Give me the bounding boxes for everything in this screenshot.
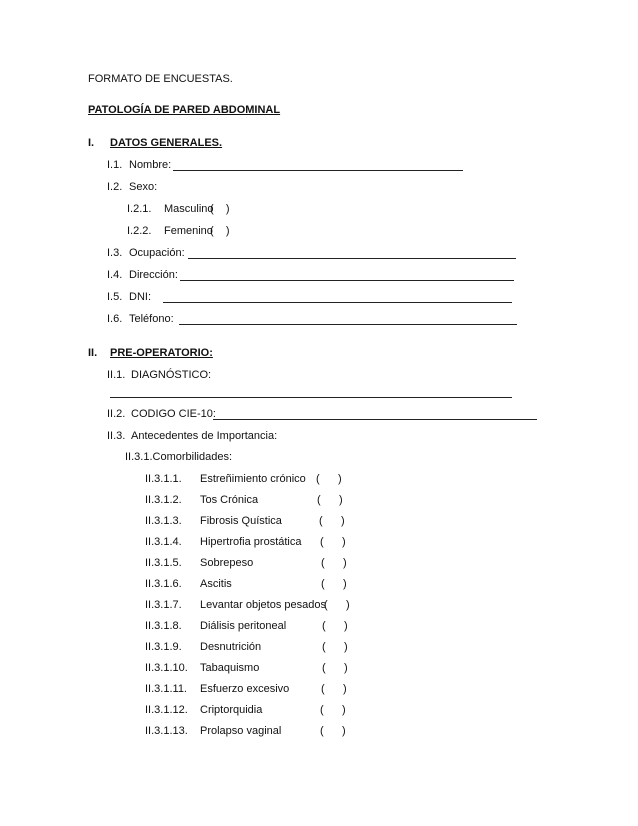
field-number-diagnostico: II.1.: [107, 369, 126, 381]
document-subtitle: PATOLOGÍA DE PARED ABDOMINAL: [88, 104, 281, 116]
list-item-number: II.3.1.8.: [145, 620, 182, 632]
field-number-sexo: I.2.: [107, 181, 123, 193]
field-label-dni: DNI:: [129, 291, 151, 303]
list-item-number: II.3.1.4.: [145, 536, 182, 548]
list-item-label: Tabaquismo: [200, 662, 260, 674]
option-label-femenino: Femenino: [164, 225, 213, 237]
list-item-checkbox[interactable]: ( ): [319, 515, 345, 527]
list-item-checkbox[interactable]: ( ): [321, 557, 347, 569]
list-item-number: II.3.1.2.: [145, 494, 182, 506]
list-item-number: II.3.1.13.: [145, 725, 188, 737]
list-item-checkbox[interactable]: ( ): [322, 662, 348, 674]
field-number-dni: I.5.: [107, 291, 123, 303]
list-item-checkbox[interactable]: ( ): [320, 536, 346, 548]
list-item-label: Fibrosis Quística: [200, 515, 282, 527]
list-item-checkbox[interactable]: ( ): [322, 641, 348, 653]
field-number-telefono: I.6.: [107, 313, 123, 325]
section-title-datos-generales: DATOS GENERALES.: [110, 137, 223, 149]
list-item-number: II.3.1.1.: [145, 473, 182, 485]
list-item-checkbox[interactable]: ( ): [317, 494, 343, 506]
list-item-number: II.3.1.11.: [145, 683, 187, 695]
comorbilidades-heading: II.3.1.Comorbilidades:: [125, 451, 232, 463]
diagnostico-blank-line[interactable]: [110, 397, 512, 398]
direccion-blank-line[interactable]: [180, 280, 514, 281]
field-number-antecedentes: II.3.: [107, 430, 126, 442]
list-item-label: Hipertrofia prostática: [200, 536, 302, 548]
section-number-i: I.: [88, 137, 95, 149]
field-number-direccion: I.4.: [107, 269, 123, 281]
dni-blank-line[interactable]: [163, 302, 512, 303]
form-title: FORMATO DE ENCUESTAS.: [88, 73, 233, 85]
list-item-label: Esfuerzo excesivo: [200, 683, 290, 695]
option-label-masculino: Masculino: [164, 203, 214, 215]
list-item-number: II.3.1.9.: [145, 641, 182, 653]
list-item-label: Sobrepeso: [200, 557, 254, 569]
option-number-masculino: I.2.1.: [127, 203, 152, 215]
list-item-number: II.3.1.6.: [145, 578, 182, 590]
field-label-sexo: Sexo:: [129, 181, 158, 193]
list-item-number: II.3.1.3.: [145, 515, 182, 527]
list-item-label: Estreñimiento crónico: [200, 473, 306, 485]
telefono-blank-line[interactable]: [179, 324, 517, 325]
list-item-label: Ascitis: [200, 578, 232, 590]
list-item-label: Desnutrición: [200, 641, 262, 653]
list-item-number: II.3.1.12.: [145, 704, 188, 716]
list-item-checkbox[interactable]: ( ): [321, 683, 347, 695]
list-item-checkbox[interactable]: ( ): [316, 473, 342, 485]
field-label-direccion: Dirección:: [129, 269, 178, 281]
field-label-nombre: Nombre:: [129, 159, 172, 171]
codigo-cie10-blank-line[interactable]: [213, 419, 537, 420]
femenino-checkbox[interactable]: ( ): [210, 225, 230, 237]
list-item-label: Diálisis peritoneal: [200, 620, 287, 632]
list-item-number: II.3.1.7.: [145, 599, 182, 611]
option-number-femenino: I.2.2.: [127, 225, 152, 237]
list-item-checkbox[interactable]: ( ): [322, 620, 348, 632]
section-number-ii: II.: [88, 347, 98, 359]
field-label-ocupacion: Ocupación:: [129, 247, 185, 259]
list-item-checkbox[interactable]: ( ): [320, 725, 346, 737]
field-number-nombre: I.1.: [107, 159, 123, 171]
list-item-label: Levantar objetos pesados: [200, 599, 326, 611]
field-number-codigo-cie10: II.2.: [107, 408, 126, 420]
field-label-telefono: Teléfono:: [129, 313, 174, 325]
list-item-label: Prolapso vaginal: [200, 725, 282, 737]
nombre-blank-line[interactable]: [173, 170, 463, 171]
list-item-checkbox[interactable]: ( ): [321, 578, 347, 590]
masculino-checkbox[interactable]: ( ): [210, 203, 230, 215]
section-title-pre-operatorio: PRE-OPERATORIO:: [110, 347, 213, 359]
list-item-number: II.3.1.10.: [145, 662, 188, 674]
list-item-number: II.3.1.5.: [145, 557, 182, 569]
list-item-label: Criptorquidia: [200, 704, 263, 716]
field-label-codigo-cie10: CODIGO CIE-10:: [131, 408, 216, 420]
field-label-diagnostico: DIAGNÓSTICO:: [131, 369, 212, 381]
field-number-ocupacion: I.3.: [107, 247, 123, 259]
list-item-checkbox[interactable]: ( ): [320, 704, 346, 716]
field-label-antecedentes: Antecedentes de Importancia:: [131, 430, 278, 442]
list-item-label: Tos Crónica: [200, 494, 259, 506]
list-item-checkbox[interactable]: ( ): [324, 599, 350, 611]
ocupacion-blank-line[interactable]: [188, 258, 516, 259]
